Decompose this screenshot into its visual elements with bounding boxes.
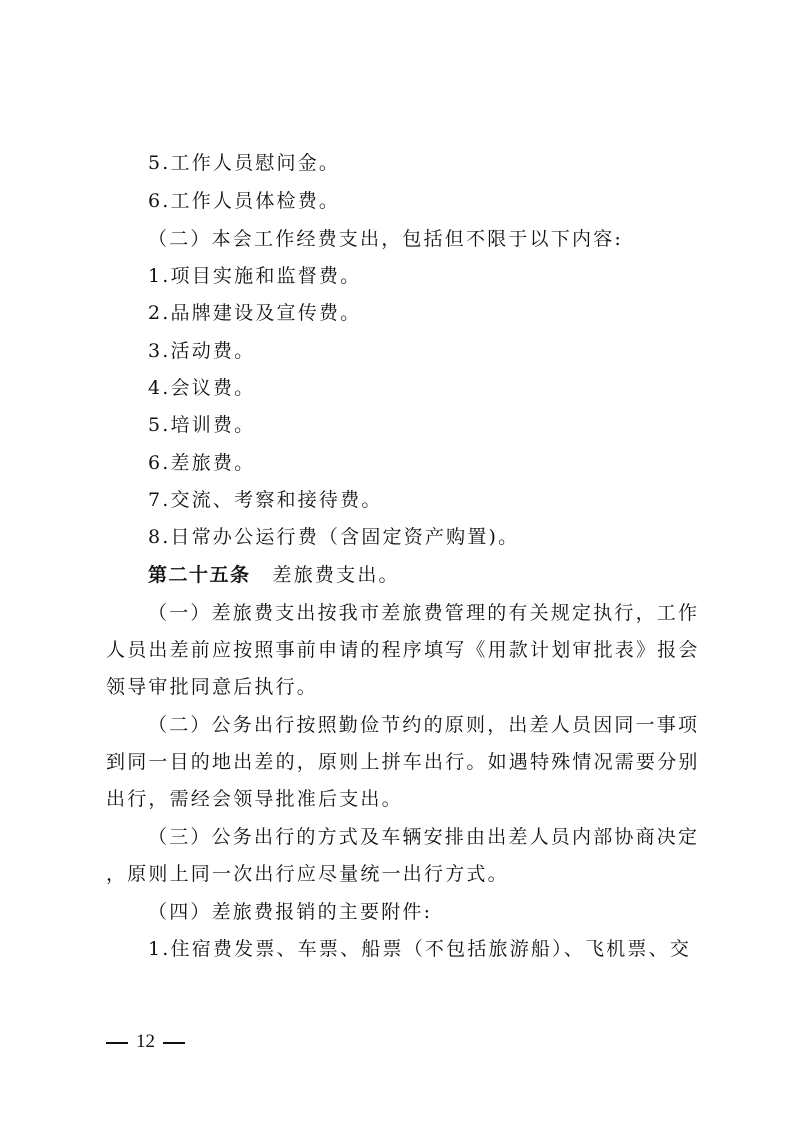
list-item: 1.住宿费发票、车票、船票（不包括旅游船）、飞机票、交 (148, 938, 692, 960)
page-number (106, 1030, 185, 1054)
list-item: 5.工作人员慰问金。 (148, 152, 341, 174)
list-item: 4.会议费。 (148, 377, 256, 399)
list-item: 6.差旅费。 (148, 452, 256, 474)
paragraph-line: （一）差旅费支出按我市差旅费管理的有关规定执行，工作 (148, 602, 700, 624)
paragraph-line: 到同一目的地出差的，原则上拼车出行。如遇特殊情况需要分别 (106, 751, 700, 773)
page-number-value: 12 (136, 1031, 155, 1052)
paragraph-line: ，原则上同一次出行应尽量统一出行方式。 (106, 863, 509, 885)
paragraph-line: 领导审批同意后执行。 (106, 676, 319, 698)
paragraph-line: 人员出差前应按照事前申请的程序填写《用款计划审批表》报会 (106, 639, 700, 661)
article-heading (148, 563, 400, 587)
article-title: 差旅费支出。 (272, 564, 400, 586)
list-item: 5.培训费。 (148, 414, 256, 436)
section-heading: （四）差旅费报销的主要附件: (148, 901, 433, 923)
paragraph-line: （三）公务出行的方式及车辆安排由出差人员内部协商决定 (148, 826, 700, 848)
article-number: 第二十五条 (148, 564, 251, 586)
list-item: 8.日常办公运行费（含固定资产购置)。 (148, 526, 520, 548)
list-item: 7.交流、考察和接待费。 (148, 489, 383, 511)
dash-right (163, 1042, 185, 1044)
list-item: 2.品牌建设及宣传费。 (148, 302, 362, 324)
paragraph-line: （二）公务出行按照勤俭节约的原则，出差人员因同一事项 (148, 714, 700, 736)
paragraph-line: 出行，需经会领导批准后支出。 (106, 788, 403, 810)
list-item: 6.工作人员体检费。 (148, 190, 341, 212)
dash-left (106, 1042, 128, 1044)
list-item: 3.活动费。 (148, 340, 256, 362)
section-heading: （二）本会工作经费支出，包括但不限于以下内容: (148, 228, 624, 250)
list-item: 1.项目实施和监督费。 (148, 265, 362, 287)
